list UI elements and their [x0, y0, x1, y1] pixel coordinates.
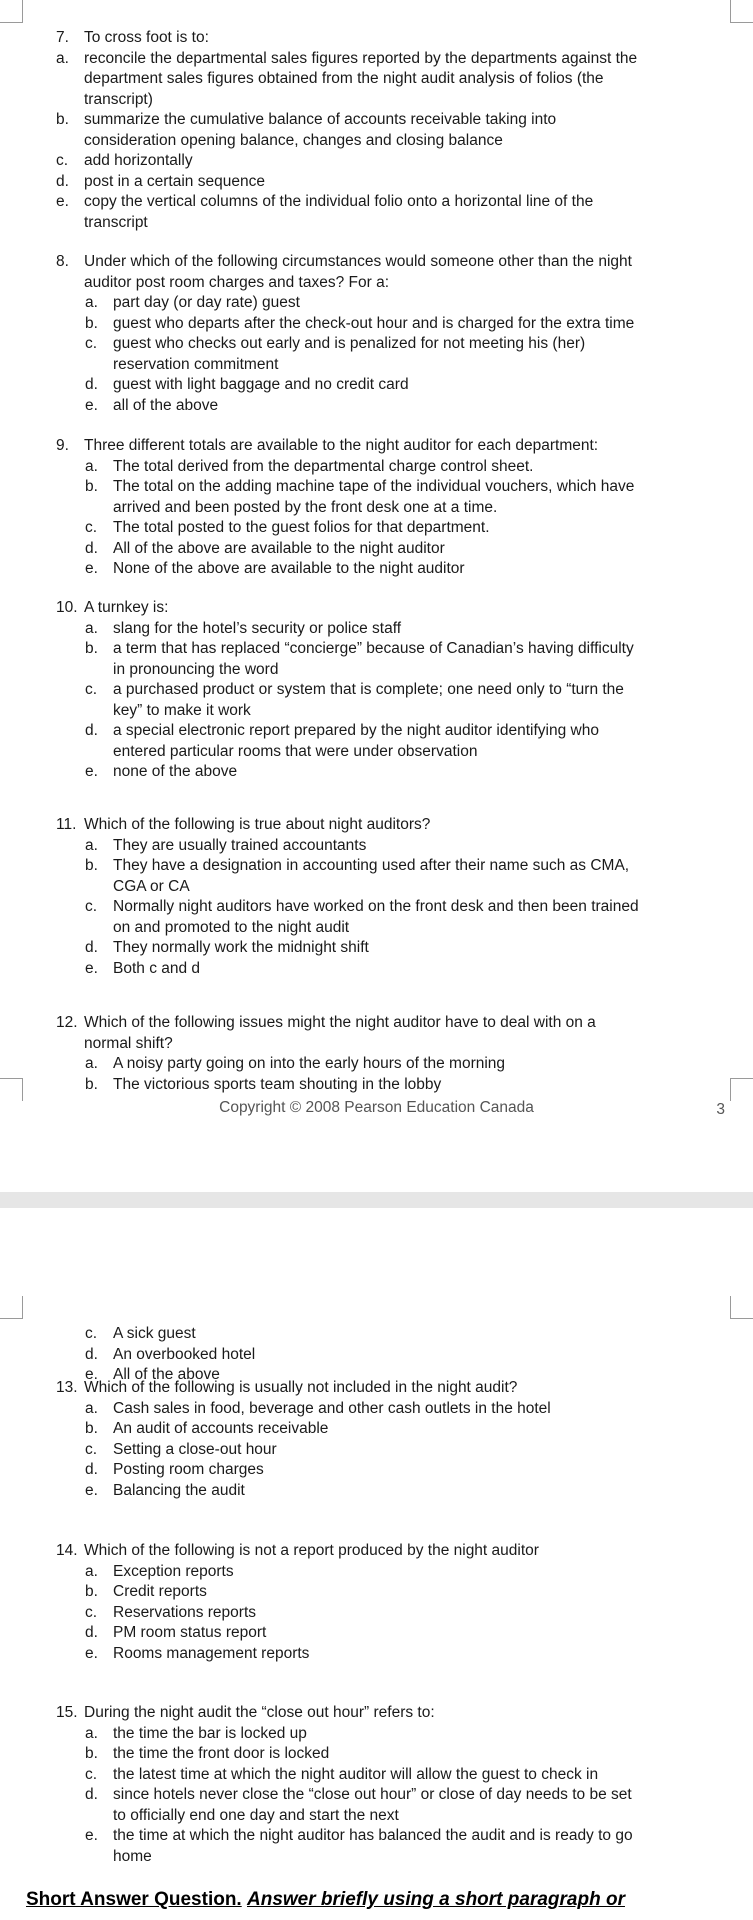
text-line: slang for the hotel’s security or police staff	[113, 619, 402, 637]
text-line: the time the bar is locked up	[113, 1724, 307, 1742]
option-letter: a.	[85, 1724, 98, 1742]
answer-option	[0, 192, 753, 233]
option-letter: c.	[85, 1440, 98, 1458]
text-line: part day (or day rate) guest	[113, 294, 300, 311]
question-number: 7.	[56, 29, 69, 46]
question-number: 15.	[56, 1704, 78, 1721]
page-gap	[0, 1192, 753, 1208]
option-letter: d.	[85, 539, 98, 557]
answer-option	[0, 1582, 753, 1603]
answer-option	[0, 1054, 753, 1075]
text-line: Three different totals are available to the night auditor for each department:	[84, 437, 599, 454]
text-line: guest who checks out early and is penalized for not meeting his (her)	[113, 335, 586, 352]
question-block	[0, 1378, 753, 1501]
option-letter: b.	[85, 857, 98, 874]
text-line: Rooms management reports	[113, 1644, 310, 1662]
text-line: Which of the following is true about night auditors?	[84, 816, 431, 833]
answer-option	[0, 1744, 753, 1765]
question-number: 8.	[56, 253, 69, 270]
text-line: Exception reports	[113, 1562, 234, 1580]
answer-option	[0, 334, 753, 375]
option-letter: a.	[85, 836, 98, 854]
option-letter: a.	[85, 1562, 98, 1580]
answer-option	[0, 539, 753, 560]
option-letter: a.	[56, 49, 69, 67]
question-stem	[0, 598, 753, 619]
option-letter: c.	[85, 1603, 98, 1621]
option-letter: d.	[85, 722, 98, 739]
option-letter: a.	[85, 1055, 98, 1072]
option-letter: d.	[85, 939, 98, 956]
question-stem	[0, 815, 753, 836]
answer-option	[0, 959, 753, 980]
option-letter: d.	[85, 1345, 98, 1363]
text-line: They are usually trained accountants	[113, 836, 367, 854]
answer-option	[0, 1460, 753, 1481]
answer-option	[0, 457, 753, 478]
text-line: the time at which the night auditor has balanced the audit and is ready to go	[113, 1827, 633, 1844]
option-letter: b.	[56, 111, 69, 128]
text-line: reservation commitment	[113, 355, 279, 373]
text-line: Cash sales in food, beverage and other cash outlets in the hotel	[113, 1399, 551, 1417]
option-letter: c.	[85, 335, 98, 352]
text-line: a term that has replaced “concierge” because of Canadian’s having difficulty	[113, 640, 634, 657]
text-line: CGA or CA	[113, 877, 190, 895]
question-number: 14.	[56, 1542, 78, 1559]
text-line: To cross foot is to:	[84, 29, 209, 46]
text-line: guest who departs after the check-out hour and is charged for the extra time	[113, 314, 635, 332]
crop-mark-top-right	[730, 0, 753, 23]
text-line: the latest time at which the night auditor will allow the guest to check in	[113, 1765, 599, 1783]
text-line: Which of the following issues might the night auditor have to deal with on a	[84, 1014, 596, 1031]
text-line: a purchased product or system that is complete; one need only to “turn the	[113, 681, 624, 698]
answer-option	[0, 375, 753, 396]
answer-option	[0, 49, 753, 111]
option-letter: d.	[85, 1461, 98, 1478]
question-stem	[0, 28, 753, 49]
answer-option	[0, 856, 753, 897]
question-number: 11.	[56, 816, 77, 833]
answer-option	[0, 1345, 753, 1366]
answer-option	[0, 559, 753, 580]
text-line: a special electronic report prepared by the night auditor identifying who	[113, 722, 599, 739]
text-line: Balancing the audit	[113, 1481, 245, 1499]
answer-option	[0, 110, 753, 151]
answer-option	[0, 1324, 753, 1345]
question-block	[0, 252, 753, 416]
question-number: 9.	[56, 437, 69, 454]
option-letter: b.	[85, 1075, 98, 1093]
question-block	[0, 1703, 753, 1867]
text-line: home	[113, 1847, 152, 1865]
text-line: They normally work the midnight shift	[113, 939, 369, 956]
answer-option	[0, 1724, 753, 1745]
crop-mark-top-right	[730, 1296, 753, 1319]
continued-options	[0, 1324, 753, 1386]
text-line: key” to make it work	[113, 701, 251, 719]
question-stem	[0, 252, 753, 293]
text-line: transcript	[84, 213, 148, 231]
question-block	[0, 28, 753, 233]
text-line: consideration opening balance, changes and closing balance	[84, 131, 503, 149]
short-answer-title: Short Answer Question.	[26, 1889, 242, 1910]
option-letter: c.	[85, 681, 98, 698]
option-letter: a.	[85, 1399, 98, 1417]
text-line: Reservations reports	[113, 1603, 257, 1621]
text-line: in pronouncing the word	[113, 660, 279, 678]
question-number: 13.	[56, 1379, 78, 1396]
option-letter: b.	[85, 314, 98, 332]
text-line: Setting a close-out hour	[113, 1440, 277, 1458]
answer-option	[0, 1785, 753, 1826]
answer-option	[0, 762, 753, 783]
question-stem	[0, 1378, 753, 1399]
crop-mark-top-left	[0, 0, 23, 23]
option-letter: e.	[85, 1827, 98, 1844]
document-page-2	[0, 1208, 753, 1920]
text-line: copy the vertical columns of the individual folio onto a horizontal line of the	[84, 193, 594, 210]
page-number: 3	[716, 1101, 725, 1118]
answer-option	[0, 172, 753, 193]
question-block	[0, 815, 753, 979]
question-stem	[0, 436, 753, 457]
text-line: on and promoted to the night audit	[113, 918, 350, 936]
text-line: department sales figures obtained from the night audit analysis of folios (the	[84, 70, 604, 87]
question-stem	[0, 1541, 753, 1562]
answer-option	[0, 1562, 753, 1583]
answer-option	[0, 897, 753, 938]
text-line: The victorious sports team shouting in the lobby	[113, 1075, 442, 1093]
text-line: The total on the adding machine tape of the individual vouchers, which have	[113, 478, 635, 495]
option-letter: d.	[85, 1786, 98, 1803]
option-letter: e.	[85, 763, 98, 780]
answer-option	[0, 1623, 753, 1644]
answer-option	[0, 1440, 753, 1461]
text-line: all of the above	[113, 396, 219, 414]
crop-mark-top-left	[0, 1296, 23, 1319]
question-number: 10.	[56, 599, 78, 616]
text-line: arrived and been posted by the front desk one at a time.	[113, 498, 498, 516]
answer-option	[0, 518, 753, 539]
answer-option	[0, 151, 753, 172]
short-answer-heading	[26, 1890, 625, 1911]
option-letter: e.	[85, 1481, 98, 1499]
option-letter: c.	[85, 898, 98, 915]
text-line: An audit of accounts receivable	[113, 1420, 329, 1437]
answer-option	[0, 1644, 753, 1665]
text-line: A noisy party going on into the early hours of the morning	[113, 1055, 506, 1072]
text-line: An overbooked hotel	[113, 1345, 256, 1363]
text-line: Both c and d	[113, 959, 201, 977]
answer-option	[0, 1399, 753, 1420]
question-block	[0, 1013, 753, 1095]
option-letter: b.	[85, 640, 98, 657]
text-line: transcript)	[84, 90, 153, 108]
text-line: Normally night auditors have worked on the front desk and then been trained	[113, 898, 639, 915]
option-letter: b.	[85, 1745, 98, 1762]
answer-option	[0, 396, 753, 417]
option-letter: b.	[85, 1420, 98, 1437]
option-letter: e.	[85, 1366, 98, 1383]
option-letter: e.	[85, 1644, 98, 1662]
answer-option	[0, 721, 753, 762]
option-letter: c.	[85, 1325, 98, 1342]
text-line: auditor post room charges and taxes? For a:	[84, 273, 389, 291]
answer-option	[0, 1419, 753, 1440]
answer-option	[0, 1075, 753, 1096]
option-letter: c.	[85, 519, 98, 536]
answer-option	[0, 314, 753, 335]
answer-option	[0, 680, 753, 721]
text-line: All of the above	[113, 1366, 220, 1383]
text-line: Posting room charges	[113, 1461, 264, 1478]
option-letter: a.	[85, 294, 98, 311]
text-line: All of the above are available to the night auditor	[113, 539, 445, 557]
option-letter: a.	[85, 457, 98, 475]
text-line: None of the above are available to the night auditor	[113, 560, 465, 577]
text-line: Credit reports	[113, 1583, 207, 1600]
text-line: since hotels never close the “close out hour” or close of day needs to be set	[113, 1786, 632, 1803]
copyright-footer: Copyright © 2008 Pearson Education Canada	[219, 1099, 534, 1116]
answer-option	[0, 293, 753, 314]
answer-option	[0, 1481, 753, 1502]
question-stem	[0, 1703, 753, 1724]
answer-option	[0, 619, 753, 640]
text-line: The total derived from the departmental charge control sheet.	[113, 457, 534, 475]
text-line: post in a certain sequence	[84, 172, 265, 190]
option-letter: d.	[85, 1624, 98, 1641]
answer-option	[0, 477, 753, 518]
text-line: to officially end one day and start the next	[113, 1806, 399, 1824]
option-letter: e.	[85, 396, 98, 414]
text-line: PM room status report	[113, 1624, 267, 1641]
option-letter: a.	[85, 619, 98, 637]
question-number: 12.	[56, 1014, 78, 1031]
option-letter: e.	[85, 959, 98, 977]
question-stem	[0, 1013, 753, 1054]
text-line: the time the front door is locked	[113, 1745, 330, 1762]
text-line: A sick guest	[113, 1325, 196, 1342]
option-letter: e.	[85, 560, 98, 577]
text-line: The total posted to the guest folios for that department.	[113, 519, 490, 536]
text-line: entered particular rooms that were under observation	[113, 742, 478, 760]
short-answer-instruction: Answer briefly using a short paragraph or	[247, 1889, 625, 1910]
text-line: guest with light baggage and no credit card	[113, 376, 409, 393]
option-letter: c.	[85, 1765, 98, 1783]
option-letter: b.	[85, 1583, 98, 1600]
question-block	[0, 598, 753, 783]
option-letter: d.	[56, 172, 69, 190]
text-line: A turnkey is:	[84, 599, 169, 616]
question-block	[0, 1541, 753, 1664]
text-line: Which of the following is usually not included in the night audit?	[84, 1379, 518, 1396]
text-line: add horizontally	[84, 152, 193, 169]
answer-option	[0, 1765, 753, 1786]
text-line: normal shift?	[84, 1034, 173, 1052]
answer-option	[0, 1826, 753, 1867]
text-line: reconcile the departmental sales figures reported by the departments against the	[84, 49, 638, 67]
option-letter: b.	[85, 478, 98, 495]
answer-option	[0, 836, 753, 857]
question-block	[0, 436, 753, 580]
option-letter: d.	[85, 376, 98, 393]
text-line: They have a designation in accounting used after their name such as CMA,	[113, 857, 630, 874]
text-line: summarize the cumulative balance of accounts receivable taking into	[84, 111, 557, 128]
answer-option	[0, 938, 753, 959]
text-line: Under which of the following circumstances would someone other than the night	[84, 253, 632, 270]
text-line: none of the above	[113, 763, 238, 780]
answer-option	[0, 639, 753, 680]
text-line: Which of the following is not a report produced by the night auditor	[84, 1542, 539, 1559]
option-letter: c.	[56, 152, 69, 169]
answer-option	[0, 1603, 753, 1624]
text-line: During the night audit the “close out hour” refers to:	[84, 1704, 435, 1721]
option-letter: e.	[56, 193, 69, 210]
